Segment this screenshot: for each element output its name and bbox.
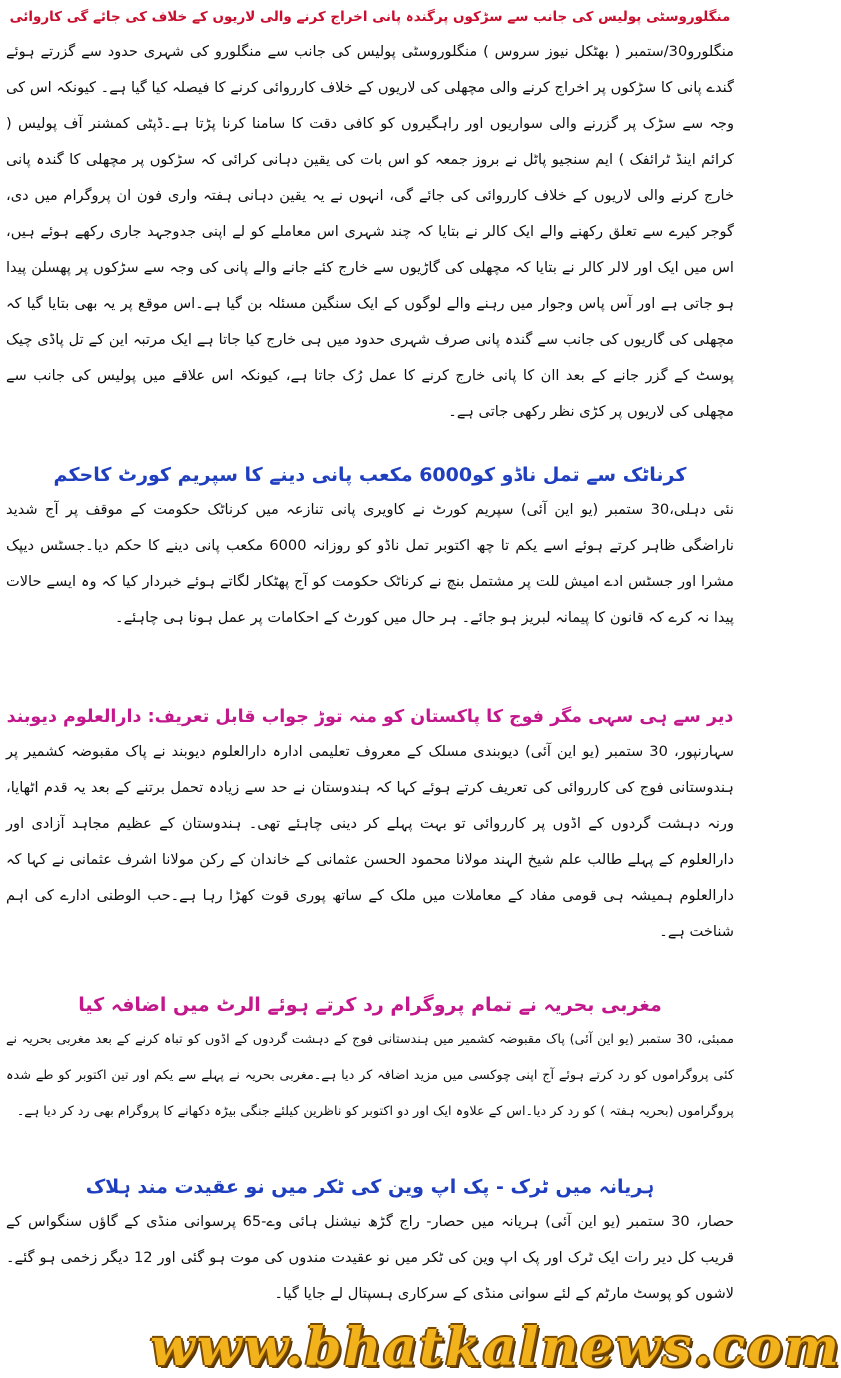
article-headline: دیر سے ہی سہی مگر فوج کا پاکستان کو منہ توڑ جواب قابل تعریف: دارالعلوم دیوبند bbox=[6, 707, 734, 727]
article-cauvery-water bbox=[6, 458, 734, 700]
article-darul-uloom bbox=[6, 700, 734, 988]
site-logo[interactable]: www.bhatkalnews.com bbox=[150, 1317, 841, 1378]
article-headline: ہریانہ میں ٹرک - پک اپ وین کی ٹکر میں نو عقیدت مند ہلاک bbox=[85, 1176, 655, 1198]
article-police-lorries bbox=[6, 0, 734, 458]
article-headline: منگلوروسٹی پولیس کی جانب سے سڑکوں پرگندہ پانی اخراج کرنے والی لاریوں کے خلاف کی جائے گی کاروائی bbox=[9, 9, 731, 25]
article-haryana-accident bbox=[6, 1170, 734, 1320]
article-headline: کرناٹک سے تمل ناڈو کو6000 مکعب پانی دینے کا سپریم کورٹ کاحکم bbox=[53, 464, 687, 486]
article-body: ممبئی، 30 ستمبر (یو این آئی) پاک مقبوضہ کشمیر میں ہندستانی فوج کے دہشت گردوں کے اڈوں کو تباہ کرنے کے بعد مغربی بحریہ نے کئی پروگراموں کو رد کرتے ہوئے آج اپنی چوکسی میں مزید اضافہ کر دیا ہے۔مغربی بحریہ نے پہلے سے یکم اور تین اکتوبر کو طے شدہ پروگراموں (بحریہ ہفتہ ) کو رد کر دیا۔اس کے علاوہ ایک اور دو اکتوبر کو ناظرین کیلئے جنگی بیڑہ دکھانے کا پروگرام بھی رد کر دیا ہے۔ bbox=[6, 1032, 734, 1119]
article-body: حصار، 30 ستمبر (یو این آئی) ہریانہ میں حصار- راج گڑھ نیشنل ہائی وے-65 پرسوانی منڈی کے گاؤں سنگواس کے قریب کل دیر رات ایک ٹرک اور پک اپ وین کی ٹکر میں نو عقیدت مندوں کی موت ہو گئی اور 12 دیگر زخمی ہو گئے۔لاشوں کو پوسٹ مارٹم کے لئے سوانی منڈی کے سرکاری ہسپتال لے جایا گیا۔ bbox=[6, 1213, 734, 1302]
article-body: سہارنپور، 30 ستمبر (یو این آئی) دیوبندی مسلک کے معروف تعلیمی ادارہ دارالعلوم دیوبند نے پاک مقبوضہ کشمیر پر ہندوستانی فوج کی کارروائی کی تعریف کرتے ہوئے کہا کہ ہندوستان نے حد سے زیادہ تحمل برتنے کے بعد یہ قدم اٹھایا، ورنہ دہشت گردوں کے اڈوں پر کارروائی تو بہت پہلے کر دینی چاہئے تھی۔ ہندوستان کے عظیم مجاہد آزادی اور دارالعلوم کے پہلے طالب علم شیخ الہند مولانا محمود الحسن عثمانی کے خاندان کے رکن مولانا اشرف عثمانی نے کہا کہ دارالعلوم ہمیشہ ہی قومی مفاد کے معاملات میں ملک کے ساتھ پوری قوت کھڑا رہا ہے۔حب الوطنی ادارے کی اہم شناخت ہے۔ bbox=[6, 743, 734, 940]
article-body: منگلورو30/ستمبر ( بھٹکل نیوز سروس ) منگلوروسٹی پولیس کی جانب سے منگلورو کی شہری حدود سے گزرتے ہوئے گندے پانی کا سڑکوں پر اخراج کرنے والی مچھلی کی لاریوں کے خلاف کارروائی کرنے کا فیصلہ کیا گیا ہے۔ کیونکہ اس کی وجہ سے سڑک پر گزرنے والی سواریوں اور راہگیروں کو کافی دقت کا سامنا کرنا پڑتا ہے۔ڈپٹی کمشنر آف پولیس ( کرائم اینڈ ٹرائفک ) ایم سنجیو پاٹل نے بروز جمعہ کو اس بات کی یقین دہانی کرائی کہ سڑکوں پر مچھلی کا گندہ پانی خارج کرنے والی لاریوں کے خلاف کارروائی کی جائے گی، انہوں نے یہ یقین دہانی ہفتہ واری فون ان پروگرام میں دی، گوجر کیرے سے تعلق رکھنے والے ایک کالر نے بتایا کہ چند شہری اس معاملے کو لے اپنی جدوجہد جاری رکھے ہوئے ہیں، اس میں ایک اور لالر کالر نے بتایا کہ مچھلی کی گاڑیوں سے خارج کئے جانے والے پانی کی وجہ سے سڑکوں پر پھسلن پیدا ہو جاتی ہے اور آس پاس وجوار میں رہنے والے لوگوں کے ایک سنگین مسئلہ بن گیا ہے۔اس موقع پر یہ بھی بتایا گیا کہ مچھلی کی گاریوں کی جانب سے گندہ پانی صرف شہری حدود میں ہی خارج کیا جاتا ہے ایک مرتبہ این کے تل پاڈی چیک پوسٹ کے گزر جانے کے بعد اان کا پانی خارج کرنے کا عمل رُک جاتا ہے، کیونکہ اس علاقے میں پولیس کی جانب سے مچھلی کی لاریوں پر کڑی نظر رکھی جاتی ہے۔ bbox=[6, 43, 734, 420]
article-headline: مغربی بحریہ نے تمام پروگرام رد کرتے ہوئے الرٹ میں اضافہ کیا bbox=[78, 994, 662, 1016]
footer-watermark bbox=[0, 1317, 841, 1378]
article-body: نئی دہلی،30 ستمبر (یو این آئی) سپریم کورٹ نے کاویری پانی تنازعہ میں کرناٹک حکومت کے موقف پر آج شدید ناراضگی ظاہر کرتے ہوئے اسے یکم تا چھ اکتوبر تمل ناڈو کو روزانہ 6000 مکعب پانی دینے کا حکم دیا۔جسٹس دیپک مشرا اور جسٹس ادے امیش للت پر مشتمل بنچ نے کرناٹک حکومت کو آج پھٹکار لگاتے ہوئے خبردار کیا کہ وہ ایسے حالات پیدا نہ کرے کہ قانون کا پیمانہ لبریز ہو جائے۔ ہر حال میں کورٹ کے احکامات پر عمل ہونا ہی چاہئے۔ bbox=[6, 501, 734, 626]
article-western-navy bbox=[6, 988, 734, 1170]
